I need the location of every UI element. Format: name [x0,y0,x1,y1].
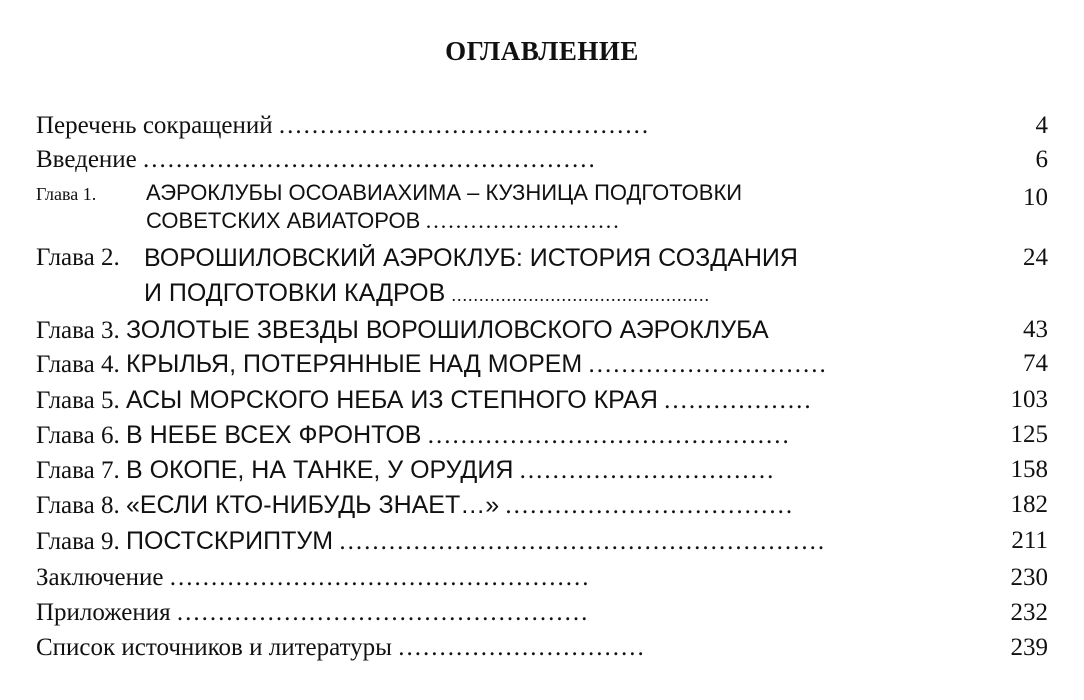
toc-entry [36,244,1048,310]
toc-entry [36,491,1048,523]
toc-entry [36,146,1048,176]
toc-chapter-prefix: Глава 5. [36,387,120,414]
toc-leader-dots: .................. [664,387,813,414]
toc-leader-dots: ............................................ [427,422,791,449]
toc-entry [36,421,1048,453]
toc-leader-dots: ............................................... [451,285,711,305]
toc-page-number: 211 [1011,527,1048,554]
toc-leader-dots: .......................... [425,208,621,233]
toc-chapter-title: В ОКОПЕ, НА ТАНКЕ, У ОРУДИЯ [125,456,514,484]
toc-page-number: 182 [1010,491,1048,518]
toc-chapter-title: «ЕСЛИ КТО-НИБУДЬ ЗНАЕТ…» [125,491,500,519]
toc-page-number: 10 [1023,184,1048,211]
toc-chapter-title: АСЫ МОРСКОГО НЕБА ИЗ СТЕПНОГО КРАЯ [125,386,658,414]
toc-entry [36,350,1048,382]
toc-chapter-prefix: Глава 8. [36,492,120,519]
toc-chapter-title: В НЕБЕ ВСЕХ ФРОНТОВ [125,421,422,449]
toc-leader-dots: ............................................. [278,112,651,139]
toc-chapter-prefix: Глава 9. [36,528,120,555]
toc-leader-dots: ....................................................... [143,146,597,173]
toc-entry [36,456,1048,488]
toc-leader-dots: ............................... [519,457,776,484]
toc-chapter-title-cont: СОВЕТСКИХ АВИАТОРОВ [146,208,421,233]
toc-chapter-title-cont: И ПОДГОТОВКИ КАДРОВ [144,279,446,307]
toc-chapter-prefix: Глава 4. [36,351,120,378]
toc-entry [36,112,1048,142]
toc-chapter-prefix: Глава 1. [36,184,97,204]
toc-page-number: 6 [1035,146,1048,173]
toc-leader-dots: ................................... [505,492,795,519]
toc-entry [36,386,1048,418]
toc-page-number: 4 [1035,112,1048,139]
toc-page-number: 230 [1010,564,1048,591]
toc-chapter-title: ПОСТСКРИПТУМ [125,527,334,555]
toc-entry-label: Список источников и литературы [36,634,392,661]
toc-page-number: 74 [1023,350,1048,377]
toc-leader-dots: .............................. [398,634,646,661]
toc-page-number: 24 [1023,244,1048,271]
toc-chapter-title: ЗОЛОТЫЕ ЗВЕЗДЫ ВОРОШИЛОВСКОГО АЭРОКЛУБА [125,316,769,344]
toc-page-number: 158 [1010,456,1048,483]
toc-leader-dots: ................................................... [169,564,591,591]
toc-page-number: 43 [1023,316,1048,343]
toc-page-number: 239 [1010,634,1048,661]
toc-entry [36,634,1048,664]
toc-entry-label: Перечень сокращений [36,112,273,139]
toc-leader-dots: .................................................. [176,599,590,626]
toc-leader-dots: ............................. [588,351,828,378]
toc-entry-label: Введение [36,146,137,173]
toc-entry [36,180,1048,236]
toc-page-number: 232 [1010,599,1048,626]
toc-chapter-prefix: Глава 2. [36,244,120,271]
toc-page-number: 103 [1010,386,1048,413]
toc-page-number: 125 [1010,421,1048,448]
toc-entry [36,599,1048,629]
toc-chapter-title: ВОРОШИЛОВСКИЙ АЭРОКЛУБ: ИСТОРИЯ СОЗДАНИЯ [144,244,798,272]
toc-leader-dots: ........................................................... [339,528,827,555]
toc-chapter-prefix: Глава 7. [36,457,120,484]
toc-chapter-title: АЭРОКЛУБЫ ОСОАВИАХИМА – КУЗНИЦА ПОДГОТОВКИ [146,180,743,205]
toc-entry-label: Приложения [36,599,171,626]
toc-entry-label: Заключение [36,564,164,591]
toc-entry [36,564,1048,594]
toc-entry [36,316,1048,348]
toc-entry [36,527,1048,559]
toc-chapter-prefix: Глава 3. [36,317,120,344]
page-title: ОГЛАВЛЕНИЕ [445,36,639,66]
toc-chapter-title: КРЫЛЬЯ, ПОТЕРЯННЫЕ НАД МОРЕМ [125,350,583,378]
toc-chapter-prefix: Глава 6. [36,422,120,449]
